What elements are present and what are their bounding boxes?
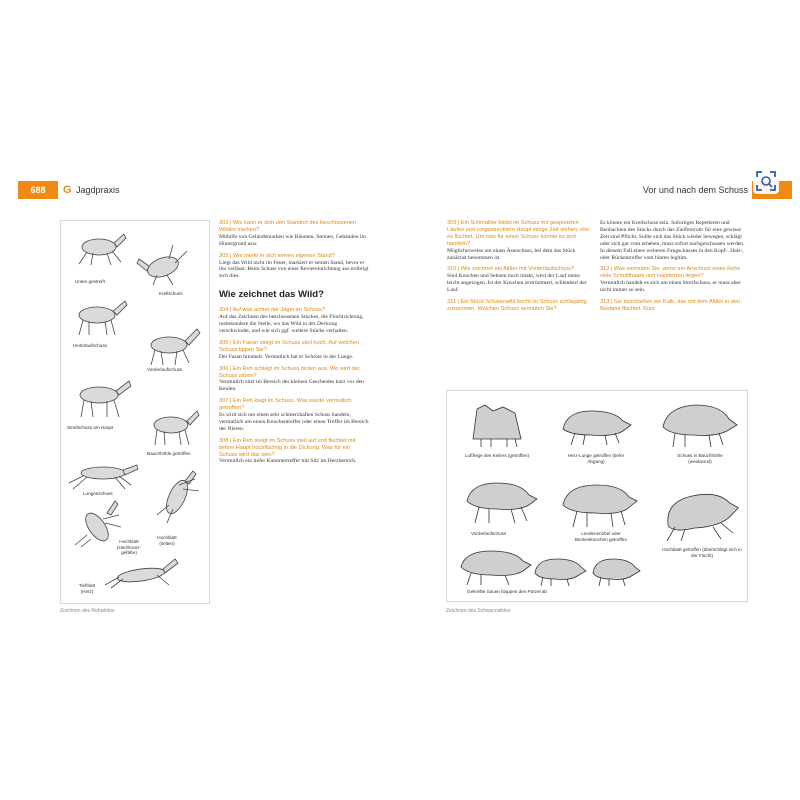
right-figure-caption: Zeichnen des Schwarzwildes xyxy=(446,608,511,614)
answer-308: Vermutlich ein tiefer Kammertreffer mit Sitz im Herzbereich. xyxy=(219,458,357,465)
answer-312: Vermutlich handelt es sich um einen Streifschuss, er muss aber nicht immer so sein. xyxy=(600,280,741,294)
deer-sketch xyxy=(67,293,133,339)
question-302: 302 | Wie kann er sich den Standort des beschossenen Wildes merken? xyxy=(219,220,357,233)
question-308: 308 | Ein Reh steigt im Schuss steil auf und flüchtet mit tiefem Haupt hochflüchtig in die Dickung. Was für ein Schuss wird das sein? xyxy=(219,437,356,458)
deer-sketch xyxy=(149,469,205,525)
question-311: 311 | Ein Stück Schalenwild bricht im Schuss schlagartig zusammen. Welchen Schuss vermuten Sie? xyxy=(447,299,587,312)
roe-deer-figure xyxy=(60,220,210,604)
right-text-column-2 xyxy=(600,220,750,313)
right-text-column-1 xyxy=(447,220,593,313)
left-figure-caption: Zeichnen des Rehwildes xyxy=(60,608,115,614)
boar-sketch xyxy=(457,547,533,587)
boar-sketch xyxy=(463,477,539,525)
figure-label: Hochblatt (selten) xyxy=(157,535,177,546)
deer-sketch xyxy=(133,241,195,287)
left-text-column xyxy=(219,220,369,470)
deer-sketch xyxy=(139,323,205,367)
deer-sketch xyxy=(67,373,137,421)
wild-boar-figure xyxy=(446,390,748,602)
figure-label: Vorderlaufschuss xyxy=(147,367,183,372)
figure-label: Gekrellte Sauen klappen den Pürzel ab xyxy=(467,589,547,594)
figure-label: Lungenschuss xyxy=(83,491,113,496)
boar-sketch xyxy=(661,487,741,543)
question-309: 309 | Ein Schmaltier bleibt im Schuss mit gespreizten Läufen und vorgestrecktem Haupt einige Zeit stehen, ehe es flüchtet. Um was für einen Schuss könnte es sich handeln? xyxy=(447,220,590,247)
question-303: 303 | Wie merkt er sich seinen eigenen Stand? xyxy=(219,252,335,259)
figure-label: Bauchhöhle getroffen xyxy=(147,451,191,456)
boar-sketch xyxy=(659,399,739,449)
answer-303: Liegt das Wild nicht im Feuer, markiert er seinen Stand, bevor er ihn verlässt. Beim Schuss von einer Reviereinrichtung aus erübrigt sich dies. xyxy=(219,259,369,280)
deer-sketch xyxy=(67,457,141,493)
deer-sketch xyxy=(139,401,205,447)
section-heading: Wie zeichnet das Wild? xyxy=(219,289,324,301)
boar-sketch xyxy=(557,403,633,447)
figure-label: Hochblatt getroffen (überschlägt sich in der Flucht) xyxy=(662,547,742,558)
boar-sketch xyxy=(589,555,641,587)
boar-sketch xyxy=(463,399,533,449)
question-304: 304 | Auf was achtet der Jäger im Schuss? xyxy=(219,307,325,314)
figure-label: Streifschuss am Haupt xyxy=(67,425,114,430)
question-307: 307 | Ein Reh klagt im Schuss. Was wurde vermutlich getroffen? xyxy=(219,398,352,412)
figure-label: Unten gestreift xyxy=(75,279,105,284)
deer-sketch xyxy=(69,227,129,267)
question-310: 310 | Wie zeichnet ein Alttier mit Vorderlaufschuss? xyxy=(447,266,575,273)
answer-311: Es könnte ein Krellschuss sein. Sofortiges Repetieren und Beobachten des Stücks durch das Zielfernrohr für eine gewisse Zeit sind Pflicht. Sollte sich das Stück wieder bewegen, schlägt oder sich gar vom erheben, muss sofort nachgeschossen werden. In diesem Fall eines weiteren Fangschusses in den Kopf-, Hals-, oder Rückentreffer vom hinten legitim. xyxy=(600,220,745,261)
question-306: 306 | Ein Reh schlägt im Schuss hinten aus. Wo wird der Schuss sitzen? xyxy=(219,365,360,379)
answer-302: Mithilfe von Geländemarken wie Bäumen, Steinen, Gebäuden im Hintergrund usw. xyxy=(219,233,366,247)
boar-sketch xyxy=(531,555,587,587)
chapter-mark: G xyxy=(63,184,72,196)
left-page-header xyxy=(18,181,396,199)
deer-sketch xyxy=(101,555,181,589)
answer-310: Sind Knochen und Sehnen noch intakt, wird der Lauf meist leicht angezogen. Ist der Knochen zertrümmert, schlenkert der Lauf. xyxy=(447,273,587,294)
section-title: Vor und nach dem Schuss xyxy=(642,185,748,195)
question-312: 312 | Was vermuten Sie, wenn am Anschuss eines Rehs viele Schnitthaare und Hautfetzen liegen? xyxy=(600,266,741,280)
figure-label: Hinterlaufschuss xyxy=(73,343,107,348)
answer-304: Auf das Zeichnen des beschossenen Stückes, die Fluchtrichtung, insbesondere die Stelle, wo das Wild in der Deckung verschwindet, und wie sich ggf. weitere Stücke verhalten. xyxy=(219,314,364,334)
scan-icon[interactable] xyxy=(752,167,780,195)
figure-label: Vorderlaufschuss xyxy=(471,531,507,536)
figure-label: Schuss in Bauchhöhle (weidwund) xyxy=(677,453,723,464)
answer-305: Der Fasan himmelt. Vermutlich hat er Schrote in der Lunge. xyxy=(219,353,354,360)
figure-label: Herz-Lunge getroffen (tiefer Abgang) xyxy=(567,453,625,464)
answer-307: Es wird sich um einen sehr schmerzhaften Schuss handeln, vermutlich um einen Knochentreffer oder einen Treffer im Bereich der Nieren. xyxy=(219,412,369,432)
figure-label: Luftfeige des Keilers (getroffen) xyxy=(465,453,530,458)
figure-label: Hochblatt (Herzkranz-gefäße) xyxy=(117,539,141,555)
figure-label: Lendensnobel oder Beckenknochen getroffen xyxy=(574,531,628,542)
figure-label: Tiefblatt (Herz) xyxy=(78,583,96,594)
question-305: 305 | Ein Fasan steigt im Schuss steil hoch. Auf welchen Schuss tippen Sie? xyxy=(219,339,359,353)
question-313: 313 | Sie beschießen ein Kalb, das mit dem Alttier in den Bestand flüchtet. Kurz xyxy=(600,299,741,312)
chapter-title: Jagdpraxis xyxy=(76,185,120,195)
page-number: 688 xyxy=(18,181,58,199)
answer-306: Vermutlich sitzt im Bereich des kleinen Gescheides kurz vor den Keulen. xyxy=(219,379,364,393)
boar-sketch xyxy=(559,479,639,529)
figure-label: Krellschuss xyxy=(159,291,183,296)
answer-309: Möglicherweise um einen Äserschuss, bei dem das Stück zunächst benommen ist. xyxy=(447,247,576,261)
